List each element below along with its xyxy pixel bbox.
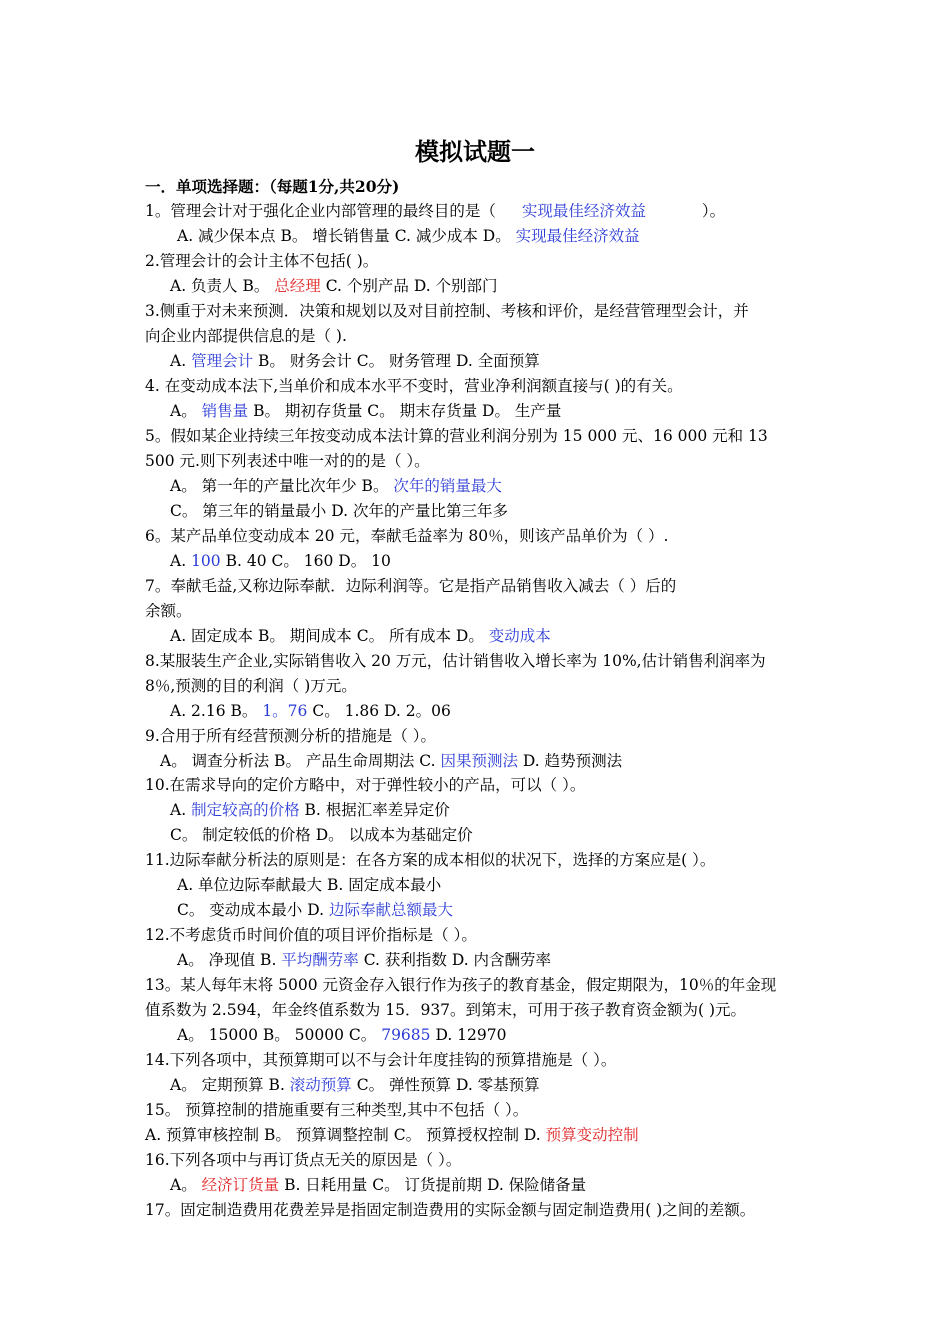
question-15-options: A. 预算审核控制 B。 预算调整控制 C。 预算授权控制 D. 预算变动控制 <box>145 1126 639 1144</box>
question-2-stem: 2.管理会计的会计主体不包括( )。 <box>145 252 379 270</box>
question-13-option-answer: 79685 <box>381 1026 431 1044</box>
question-3-option-answer: 管理会计 <box>191 352 254 370</box>
question-14-stem: 14.下列各项中，其预算期可以不与会计年度挂钩的预算措施是（ ）。 <box>145 1051 617 1069</box>
question-5-stem-line-2: 500 元.则下列表述中唯一对的的是（ ）。 <box>145 452 430 470</box>
question-6-stem: 6。某产品单位变动成本 20 元，奉献毛益率为 80％，则该产品单价为（ ）. <box>145 527 669 545</box>
page-title: 模拟试题一 <box>415 138 535 166</box>
question-10-stem: 10.在需求导向的定价方略中，对于弹性较小的产品，可以（ ）。 <box>145 776 586 794</box>
question-11-options-1: A. 单位边际奉献最大 B. 固定成本最小 <box>177 876 442 894</box>
question-6-option-answer: 100 <box>191 552 221 570</box>
question-12-stem: 12.不考虑货币时间价值的项目评价指标是（ ）。 <box>145 926 477 944</box>
question-1-stem: 1。管理会计对于强化企业内部管理的最终目的是（ 实现最佳经济效益 ）。 <box>145 202 726 220</box>
question-14-options: A。 定期预算 B. 滚动预算 C。 弹性预算 D. 零基预算 <box>170 1076 540 1094</box>
question-11-options-2: C。 变动成本最小 D. 边际奉献总额最大 <box>177 901 453 919</box>
question-3-stem-line-2: 向企业内部提供信息的是（ ). <box>145 327 347 345</box>
question-4-options: A。 销售量 B。 期初存货量 C。 期末存货量 D。 生产量 <box>170 402 562 420</box>
question-2-options: A. 负责人 B。 总经理 C. 个别产品 D. 个别部门 <box>170 277 498 295</box>
question-13-stem-line-2: 值系数为 2.594，年金终值系数为 15．937。到第末，可用于孩子教育资金额为( )元。 <box>145 1001 747 1019</box>
question-3-stem-line-1: 3.侧重于对未来预测．决策和规划以及对目前控制、考核和评价，是经营管理型会计，并 <box>145 302 749 320</box>
question-7-options: A. 固定成本 B。 期间成本 C。 所有成本 D。 变动成本 <box>170 627 551 645</box>
question-4-option-answer: 销售量 <box>201 402 249 420</box>
question-15-option-answer: 预算变动控制 <box>545 1126 639 1144</box>
section-heading: 一．单项选择题：（每题1分,共20分) <box>145 177 400 196</box>
question-9-options: A。 调查分析法 B。 产品生命周期法 C. 因果预测法 D. 趋势预测法 <box>160 752 623 770</box>
question-9-option-answer: 因果预测法 <box>440 752 518 770</box>
question-5-option-answer: 次年的销量最大 <box>393 477 502 495</box>
question-16-stem: 16.下列各项中与再订货点无关的原因是（ ）。 <box>145 1151 462 1169</box>
question-5-options-1: A。 第一年的产量比次年少 B。 次年的销量最大 <box>170 477 502 495</box>
question-9-stem: 9.合用于所有经营预测分析的措施是（ ）。 <box>145 727 436 745</box>
question-15-stem: 15。 预算控制的措施重要有三种类型,其中不包括（ ）。 <box>145 1101 529 1119</box>
question-1-option-answer: 实现最佳经济效益 <box>515 227 640 245</box>
question-8-option-answer: 1。76 <box>262 702 308 720</box>
question-8-stem-line-1: 8.某服装生产企业,实际销售收入 20 万元，估计销售收入增长率为 10%,估计销售利润率为 <box>145 652 766 670</box>
question-17-stem: 17。固定制造费用花费差异是指固定制造费用的实际金额与固定制造费用( )之间的差额。 <box>145 1201 756 1219</box>
question-11-stem: 11.边际奉献分析法的原则是：在各方案的成本相似的状况下，选择的方案应是( ）。 <box>145 851 716 869</box>
question-16-options: A。 经济订货量 B. 日耗用量 C。 订货提前期 D. 保险储备量 <box>170 1176 587 1194</box>
question-5-options-2: C。 第三年的销量最小 D. 次年的产量比第三年多 <box>170 502 508 520</box>
question-10-options-1: A. 制定较高的价格 B. 根据汇率差异定价 <box>170 801 450 819</box>
question-7-option-answer: 变动成本 <box>488 627 551 645</box>
question-6-options: A. 100 B. 40 C。 160 D。 10 <box>170 552 391 570</box>
question-8-options: A. 2.16 B。 1。76 C。 1.86 D. 2。06 <box>170 702 451 720</box>
question-13-options: A。 15000 B。 50000 C。 79685 D. 12970 <box>177 1026 507 1044</box>
question-16-option-answer: 经济订货量 <box>201 1176 280 1194</box>
question-12-options: A。 净现值 B. 平均酬劳率 C. 获利指数 D. 内含酬劳率 <box>177 951 552 969</box>
question-1-options: A. 减少保本点 B。 增长销售量 C. 减少成本 D。 实现最佳经济效益 <box>177 227 640 245</box>
question-11-option-answer: 边际奉献总额最大 <box>328 901 453 919</box>
question-1-answer: 实现最佳经济效益 <box>521 202 646 220</box>
question-7-stem-line-2: 余额。 <box>145 602 192 620</box>
question-13-stem-line-1: 13。某人每年末将 5000 元资金存入银行作为孩子的教育基金，假定期限为，10％的年金现 <box>145 976 777 994</box>
question-10-option-answer: 制定较高的价格 <box>191 801 300 819</box>
question-8-stem-line-2: 8％,预测的目的利润（ )万元。 <box>145 677 357 695</box>
question-5-stem-line-1: 5。假如某企业持续三年按变动成本法计算的营业利润分别为 15 000 元、16 000 元和 13 <box>145 427 768 445</box>
question-14-option-answer: 滚动预算 <box>289 1076 352 1094</box>
question-7-stem-line-1: 7。奉献毛益,又称边际奉献．边际利润等。它是指产品销售收入减去（ ）后的 <box>145 577 677 595</box>
question-10-options-2: C。 制定较低的价格 D。 以成本为基础定价 <box>170 826 473 844</box>
question-2-option-answer: 总经理 <box>274 277 321 295</box>
question-12-option-answer: 平均酬劳率 <box>281 951 359 969</box>
question-4-stem: 4. 在变动成本法下,当单价和成本水平不变时，营业净利润额直接与( )的有关。 <box>145 377 683 395</box>
question-3-options: A. 管理会计 B。 财务会计 C。 财务管理 D. 全面预算 <box>170 352 540 370</box>
